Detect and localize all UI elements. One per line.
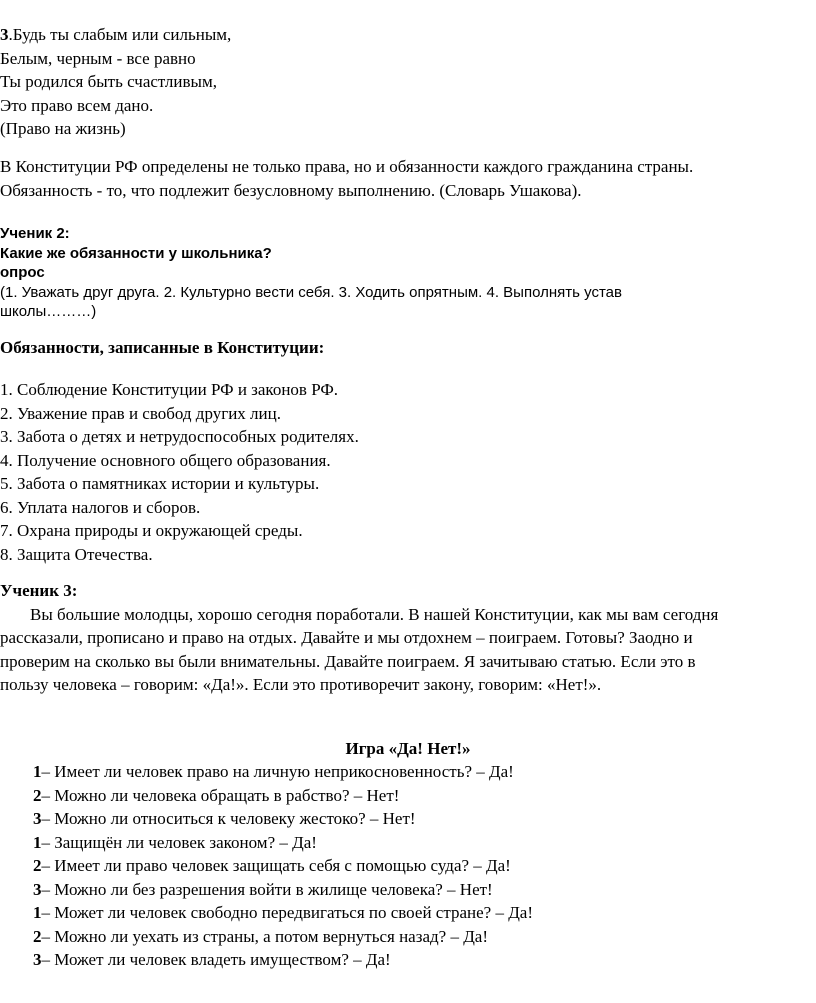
duties-section	[0, 336, 816, 360]
student2-heading: Ученик 2:	[0, 225, 70, 242]
duty-item-1: 1. Соблюдение Конституции РФ и законов РФ.	[0, 380, 339, 399]
game-question-2: 2– Можно ли человека обращать в рабство? – Нет!	[33, 785, 400, 805]
duties-heading: Обязанности, записанные в Конституции:	[0, 338, 325, 357]
game-question-1: 1– Имеет ли человек право на личную неприкосновенность? – Да!	[33, 762, 514, 781]
game-question-4: 1– Защищён ли человек законом? – Да!	[33, 832, 317, 852]
paragraph-line-2: Обязанность - то, что подлежит безусловному выполнению. (Словарь Ушакова).	[0, 180, 582, 200]
game-question-5: 2– Имеет ли право человек защищать себя с помощью суда? – Да!	[33, 856, 511, 875]
student3-section	[0, 579, 816, 697]
duty-item-4: 4. Получение основного общего образования.	[0, 450, 331, 470]
duty-item-3: 3. Забота о детях и нетрудоспособных родителях.	[0, 427, 359, 446]
poem-number: 3	[0, 25, 9, 44]
duty-item-2: 2. Уважение прав и свобод других лиц.	[0, 403, 281, 423]
poem-line-3: Ты родился быть счастливым,	[0, 72, 217, 91]
duty-item-8: 8. Защита Отечества.	[0, 544, 153, 564]
student3-line-1: Вы большие молодцы, хорошо сегодня поработали. В нашей Конституции, как мы вам сегодня	[30, 604, 719, 624]
duties-list	[0, 378, 816, 566]
duty-item-5: 5. Забота о памятниках истории и культуры.	[0, 474, 320, 493]
game-question-3: 3– Можно ли относиться к человеку жестоко? – Нет!	[33, 809, 416, 828]
game-questions	[0, 760, 816, 972]
game-question-9: 3– Может ли человек владеть имуществом? – Да!	[33, 950, 391, 969]
game-title: Игра «Да! Нет!»	[345, 739, 471, 758]
student3-line-3: проверим на сколько вы были внимательны. Давайте поиграем. Я зачитываю статью. Если это в	[0, 651, 696, 671]
poem	[0, 23, 816, 141]
constitution-paragraph	[0, 155, 816, 202]
game-question-8: 2– Можно ли уехать из страны, а потом вернуться назад? – Да!	[33, 926, 488, 946]
student2-answers-line-1: (1. Уважать друг друга. 2. Культурно вести себя. 3. Ходить опрятным. 4. Выполнять устав	[0, 283, 622, 301]
paragraph-line-1: В Конституции РФ определены не только права, но и обязанности каждого гражданина страны.	[0, 157, 694, 176]
student2-survey: опрос	[0, 264, 45, 281]
game-question-6: 3– Можно ли без разрешения войти в жилище человека? – Нет!	[33, 879, 493, 899]
poem-line-2: Белым, черным - все равно	[0, 48, 196, 68]
poem-line-4: Это право всем дано.	[0, 95, 154, 115]
duty-item-6: 6. Уплата налогов и сборов.	[0, 497, 201, 517]
student2-answers-line-2: школы………)	[0, 303, 97, 320]
student2-section	[0, 224, 816, 322]
poem-line-5: (Право на жизнь)	[0, 119, 126, 138]
student3-line-2: рассказали, прописано и право на отдых. Давайте и мы отдохнем – поиграем. Готовы? Заодно и	[0, 628, 693, 647]
duty-item-7: 7. Охрана природы и окружающей среды.	[0, 521, 303, 540]
poem-line-1: 3.Будь ты слабым или сильным,	[0, 25, 232, 44]
game-title-wrap	[0, 737, 816, 761]
student3-line-4: пользу человека – говорим: «Да!». Если это противоречит закону, говорим: «Нет!».	[0, 675, 602, 694]
student2-question: Какие же обязанности у школьника?	[0, 244, 272, 262]
student3-heading: Ученик 3:	[0, 581, 78, 600]
game-question-7: 1– Может ли человек свободно передвигаться по своей стране? – Да!	[33, 903, 534, 922]
